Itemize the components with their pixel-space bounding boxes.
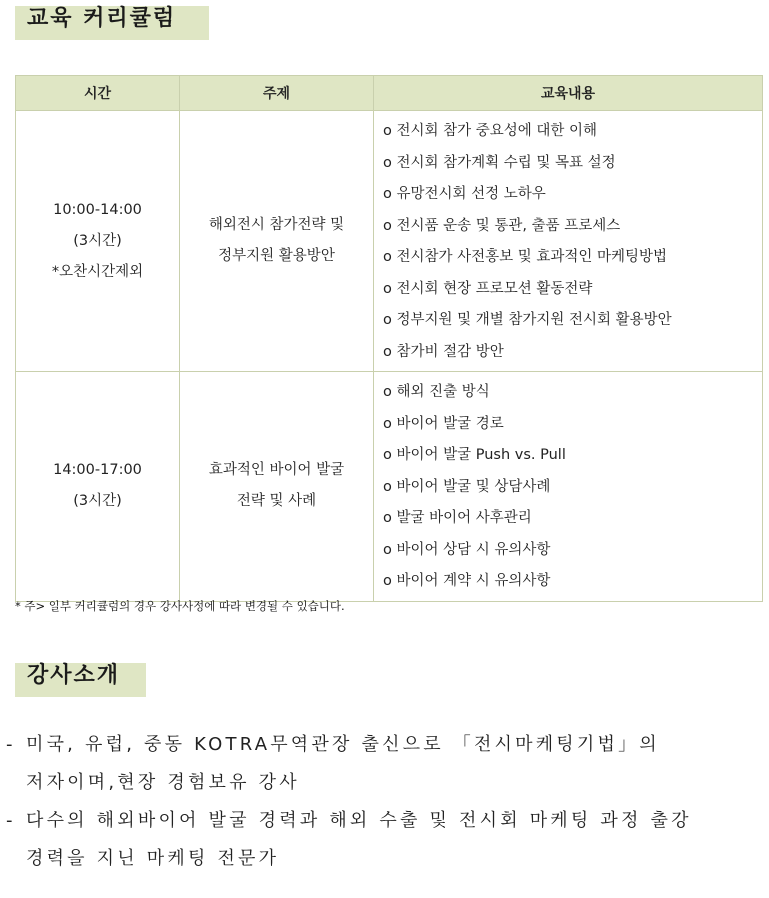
topic-line: 효과적인 바이어 발굴	[208, 462, 345, 479]
curriculum-note: * 주> 일부 커리큘럼의 경우 강사사정에 따라 변경될 수 있습니다.	[15, 599, 345, 613]
content-item: o 참가비 절감 방안	[383, 343, 504, 360]
content-item: o 전시회 참가계획 수립 및 목표 설정	[383, 154, 616, 171]
time-cell	[16, 372, 180, 602]
content-cell	[374, 111, 763, 372]
bio-line: 저자이며,현장 경험보유 강사	[26, 772, 300, 793]
topic-cell	[180, 111, 374, 372]
topic-line: 전략 및 사례	[236, 493, 317, 510]
content-item: o 전시참가 사전홍보 및 효과적인 마케팅방법	[383, 249, 668, 265]
time-duration: (3시간)	[73, 493, 122, 510]
content-item: o 바이어 상담 시 유의사항	[383, 541, 551, 558]
content-item: o 바이어 발굴 Push vs. Pull	[383, 447, 566, 463]
content-item: o 바이어 발굴 경로	[383, 415, 504, 432]
topic-line: 정부지원 활용방안	[218, 248, 335, 264]
table-row	[16, 372, 763, 602]
time-range: 10:00-14:00	[53, 201, 142, 218]
content-cell	[374, 372, 763, 602]
bullet-dash: -	[6, 734, 16, 755]
curriculum-heading: 교육 커리큘럼	[15, 6, 209, 40]
instructor-bio	[6, 726, 766, 878]
content-item: o 발굴 바이어 사후관리	[383, 510, 532, 526]
topic-cell	[180, 372, 374, 602]
instructor-heading: 강사소개	[15, 663, 146, 697]
table-header-row	[16, 76, 763, 111]
bio-line: 미국, 유럽, 중동 KOTRA무역관장 출신으로 「전시마케팅기법」의	[26, 734, 660, 755]
time-range: 14:00-17:00	[53, 462, 142, 479]
header-time: 시간	[16, 76, 180, 111]
content-item: o 정부지원 및 개별 참가지원 전시회 활용방안	[383, 312, 672, 328]
bio-item	[6, 726, 766, 802]
content-item: o 바이어 발굴 및 상담사례	[383, 478, 551, 495]
curriculum-table	[15, 75, 763, 602]
bio-item	[6, 802, 766, 878]
header-content: 교육내용	[374, 76, 763, 111]
content-item: o 전시품 운송 및 통관, 출품 프로세스	[383, 217, 621, 234]
bio-line: 경력을 지닌 마케팅 전문가	[26, 848, 280, 869]
content-item: o 전시회 현장 프로모션 활동전략	[383, 280, 593, 297]
content-item: o 해외 진출 방식	[383, 384, 490, 400]
content-item: o 유망전시회 선정 노하우	[383, 186, 546, 202]
time-note: *오찬시간제외	[51, 263, 144, 280]
time-duration: (3시간)	[73, 232, 122, 249]
content-item: o 전시회 참가 중요성에 대한 이해	[383, 123, 598, 139]
bullet-dash: -	[6, 810, 16, 831]
content-item: o 바이어 계약 시 유의사항	[383, 573, 551, 589]
topic-line: 해외전시 참가전략 및	[208, 217, 345, 233]
bio-line: 다수의 해외바이어 발굴 경력과 해외 수출 및 전시회 마케팅 과정 출강	[26, 810, 692, 831]
time-cell	[16, 111, 180, 372]
header-topic: 주제	[180, 76, 374, 111]
table-row	[16, 111, 763, 372]
